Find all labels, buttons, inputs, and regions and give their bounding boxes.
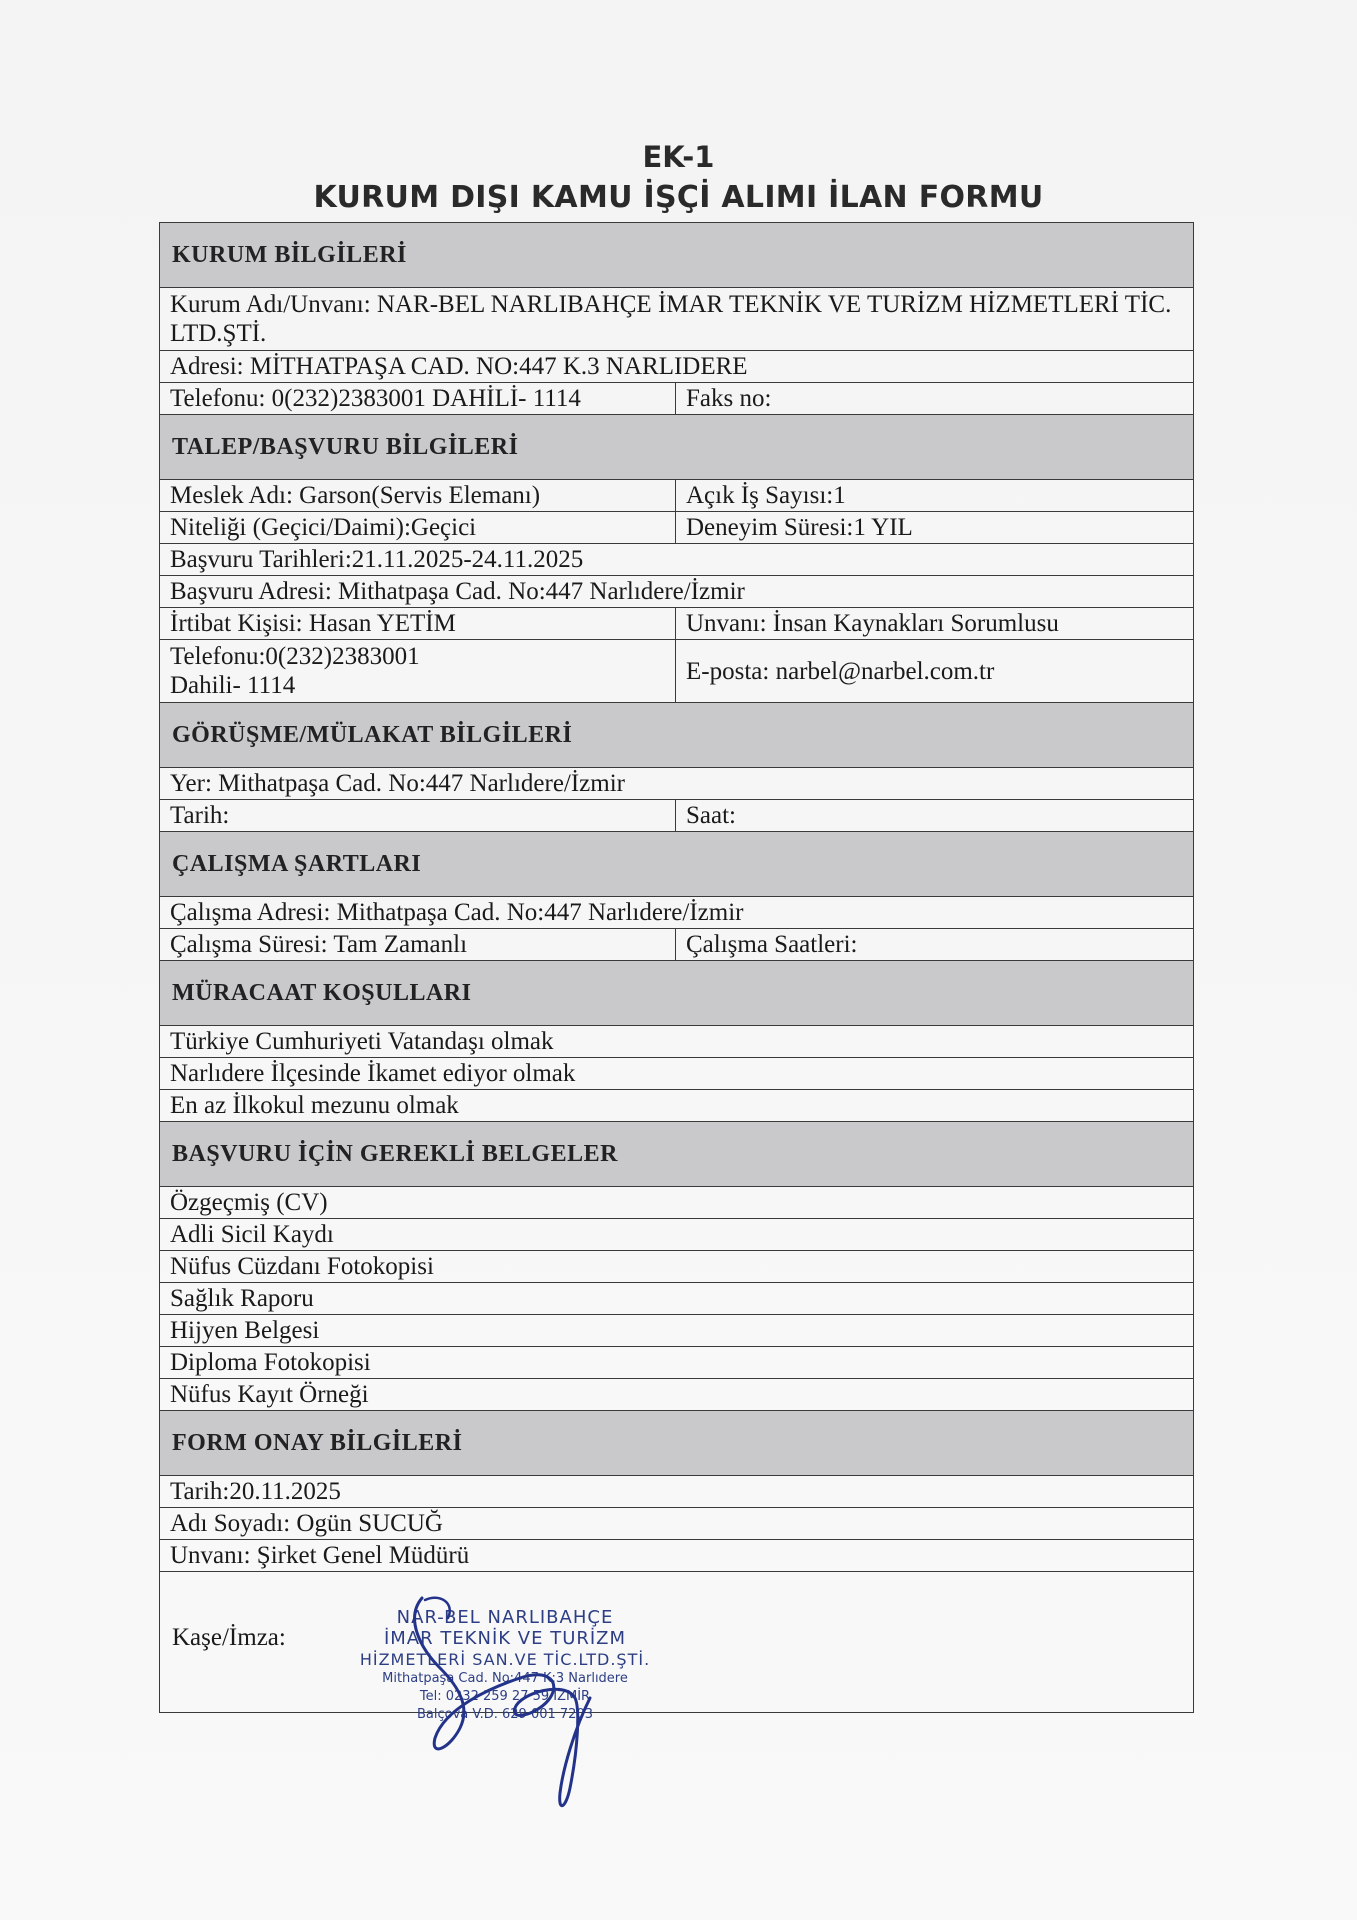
stamp-line3: HİZMETLERİ SAN.VE TİC.LTD.ŞTİ.	[359, 1650, 651, 1669]
application-form-table	[159, 222, 1194, 1713]
belge-item: Nüfus Cüzdanı Fotokopisi	[160, 1251, 1194, 1283]
section-mulakat-heading: GÖRÜŞME/MÜLAKAT BİLGİLERİ	[160, 703, 1194, 768]
talep-telefon-line2: Dahili- 1114	[170, 672, 296, 699]
section-belgeler-heading: BAŞVURU İÇİN GEREKLİ BELGELER	[160, 1122, 1194, 1187]
talep-deneyim: Deneyim Süresi:1 YIL	[676, 512, 1194, 544]
stamp-line2: İMAR TEKNİK VE TURİZM	[383, 1628, 627, 1649]
muracaat-item: Narlıdere İlçesinde İkamet ediyor olmak	[160, 1058, 1194, 1090]
talep-nitelik: Niteliği (Geçici/Daimi):Geçici	[160, 512, 676, 544]
mulakat-yer: Yer: Mithatpaşa Cad. No:447 Narlıdere/İzmir	[160, 768, 1194, 800]
section-muracaat-heading: MÜRACAAT KOŞULLARI	[160, 961, 1194, 1026]
belge-item: Sağlık Raporu	[160, 1283, 1194, 1315]
onay-adi-soyadi: Adı Soyadı: Ogün SUCUĞ	[160, 1508, 1194, 1540]
muracaat-item: En az İlkokul mezunu olmak	[160, 1090, 1194, 1122]
talep-telefon	[160, 640, 676, 703]
section-calisma-heading: ÇALIŞMA ŞARTLARI	[160, 832, 1194, 897]
stamp-line6: Balçova V.D. 629 001 7203	[417, 1707, 593, 1722]
stamp-line1: NAR-BEL NARLIBAHÇE	[396, 1607, 614, 1628]
talep-meslek: Meslek Adı: Garson(Servis Elemanı)	[160, 480, 676, 512]
mulakat-saat: Saat:	[676, 800, 1194, 832]
form-title: KURUM DIŞI KAMU İŞÇİ ALIMI İLAN FORMU	[313, 180, 1044, 215]
onay-tarih: Tarih:20.11.2025	[160, 1476, 1194, 1508]
belge-item: Özgeçmiş (CV)	[160, 1187, 1194, 1219]
signature	[400, 1588, 640, 1818]
calisma-adres: Çalışma Adresi: Mithatpaşa Cad. No:447 Narlıdere/İzmir	[160, 897, 1194, 929]
talep-telefon-line1: Telefonu:0(232)2383001	[170, 643, 420, 670]
section-onay-heading: FORM ONAY BİLGİLERİ	[160, 1411, 1194, 1476]
mulakat-tarih: Tarih:	[160, 800, 676, 832]
section-talep-heading: TALEP/BAŞVURU BİLGİLERİ	[160, 415, 1194, 480]
talep-unvan: Unvanı: İnsan Kaynakları Sorumlusu	[676, 608, 1194, 640]
belge-item: Adli Sicil Kaydı	[160, 1219, 1194, 1251]
talep-eposta: E-posta: narbel@narbel.com.tr	[676, 640, 1194, 703]
kurum-phone: Telefonu: 0(232)2383001 DAHİLİ- 1114	[160, 383, 676, 415]
stamp-line4: Mithatpaşa Cad. No:447 K:3 Narlıdere	[382, 1671, 628, 1686]
calisma-saatler: Çalışma Saatleri:	[676, 929, 1194, 961]
calisma-sure: Çalışma Süresi: Tam Zamanlı	[160, 929, 676, 961]
stamp-line5: Tel: 0232 259 27 59 İZMİR	[419, 1689, 591, 1704]
belge-item: Hijyen Belgesi	[160, 1315, 1194, 1347]
kase-imza-cell	[160, 1572, 1194, 1713]
kurum-name: Kurum Adı/Unvanı: NAR-BEL NARLIBAHÇE İMAR TEKNİK VE TURİZM HİZMETLERİ TİC. LTD.ŞTİ.	[160, 288, 1194, 351]
talep-irtibat: İrtibat Kişisi: Hasan YETİM	[160, 608, 676, 640]
kurum-fax: Faks no:	[676, 383, 1194, 415]
section-kurum-heading: KURUM BİLGİLERİ	[160, 223, 1194, 288]
kurum-address: Adresi: MİTHATPAŞA CAD. NO:447 K.3 NARLIDERE	[160, 351, 1194, 383]
belge-item: Nüfus Kayıt Örneği	[160, 1379, 1194, 1411]
talep-acik-is: Açık İş Sayısı:1	[676, 480, 1194, 512]
kase-imza-label: Kaşe/İmza:	[172, 1624, 286, 1651]
annex-label: EK-1	[642, 140, 715, 174]
talep-adres: Başvuru Adresi: Mithatpaşa Cad. No:447 Narlıdere/İzmir	[160, 576, 1194, 608]
onay-unvan: Unvanı: Şirket Genel Müdürü	[160, 1540, 1194, 1572]
talep-tarihler: Başvuru Tarihleri:21.11.2025-24.11.2025	[160, 544, 1194, 576]
muracaat-item: Türkiye Cumhuriyeti Vatandaşı olmak	[160, 1026, 1194, 1058]
belge-item: Diploma Fotokopisi	[160, 1347, 1194, 1379]
